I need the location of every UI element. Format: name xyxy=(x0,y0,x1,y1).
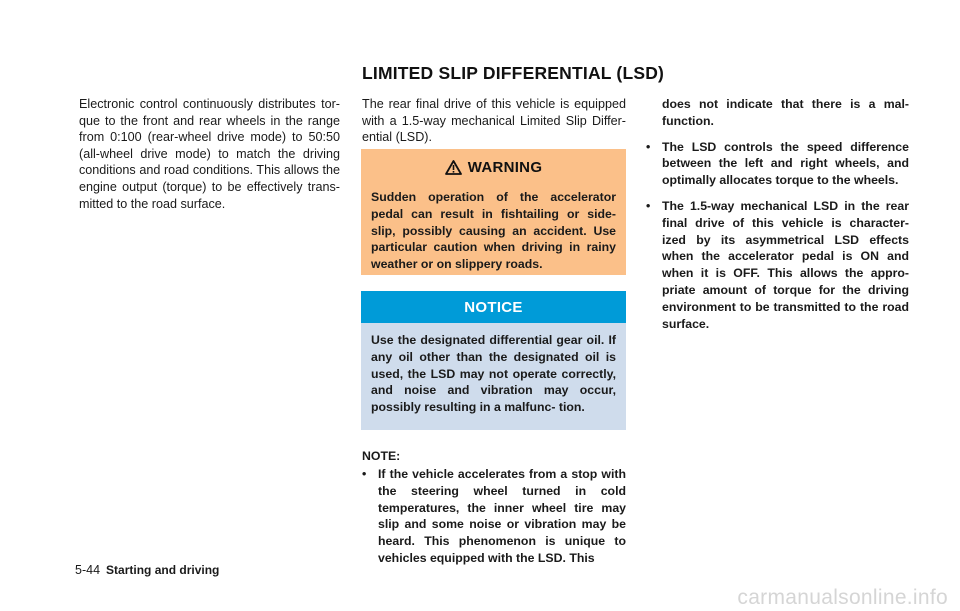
notice-box xyxy=(361,291,626,430)
list-item xyxy=(646,139,909,189)
warning-body: Sudden operation of the accelerator pedal can result in fishtailing or side- slip, possibly causing an accident. Use particular caution when driving in rainy weather or on slippery roads. xyxy=(371,190,616,272)
list-item-text: If the vehicle accelerates from a stop with the steering wheel turned in cold temperatures, the inner wheel tire may slip and some noise or vibration may be heard. This phenomenon is unique to vehicles equipped with the LSD. This xyxy=(378,467,626,565)
section-intro: The rear final drive of this vehicle is equipped with a 1.5-way mechanical Limited Slip Differ- ential (LSD). xyxy=(362,97,626,145)
right-column xyxy=(646,96,909,332)
warning-title: WARNING xyxy=(467,158,543,176)
note-bullet-1 xyxy=(362,466,626,567)
list-item xyxy=(362,466,626,567)
page-number: 5-44 xyxy=(75,563,101,577)
bullet-dot: • xyxy=(646,139,651,154)
section-name: Starting and driving xyxy=(106,563,220,577)
left-paragraph: Electronic control continuously distributes tor- que to the front and rear wheels in the range from 0:100 (rear-wheel drive mode) to 50:50 (all-wheel drive mode) to match the driving conditions and road conditions. This allows the engine output (torque) to be effectively trans- mitted to the road surface. xyxy=(79,97,340,211)
list-item xyxy=(646,96,909,130)
page-footer xyxy=(75,563,219,577)
watermark: carmanualsonline.info xyxy=(737,586,948,609)
warning-box xyxy=(361,149,626,275)
list-item-text: The LSD controls the speed difference between the left and right wheels, and optimally allocates torque to the wheels. xyxy=(662,139,909,188)
notice-title: NOTICE xyxy=(464,298,523,316)
section-heading: LIMITED SLIP DIFFERENTIAL (LSD) xyxy=(362,63,665,83)
notice-body: Use the designated differential gear oil. If any oil other than the designated oil is used, the LSD may not operate correctly, and noise and vibration may occur, possibly resulting in a malfunc- tion. xyxy=(371,333,616,415)
list-item-text: does not indicate that there is a mal- function. xyxy=(662,97,909,128)
list-item-text: The 1.5-way mechanical LSD in the rear final drive of this vehicle is character- ized by its asymmetrical LSD effects when the accelerator pedal is ON and when it is OFF. This allows the appro- priate amount of torque for the driving environment to be transmitted to the road surface. xyxy=(662,198,909,331)
warning-triangle-icon xyxy=(445,160,462,175)
left-column xyxy=(79,96,340,212)
notice-title-row xyxy=(361,291,626,323)
list-item xyxy=(646,198,909,332)
warning-title-row xyxy=(361,149,626,185)
bullet-dot: • xyxy=(646,198,651,213)
bullet-dot: • xyxy=(362,467,367,481)
note-label: NOTE: xyxy=(362,449,401,463)
middle-column-intro xyxy=(362,96,626,146)
